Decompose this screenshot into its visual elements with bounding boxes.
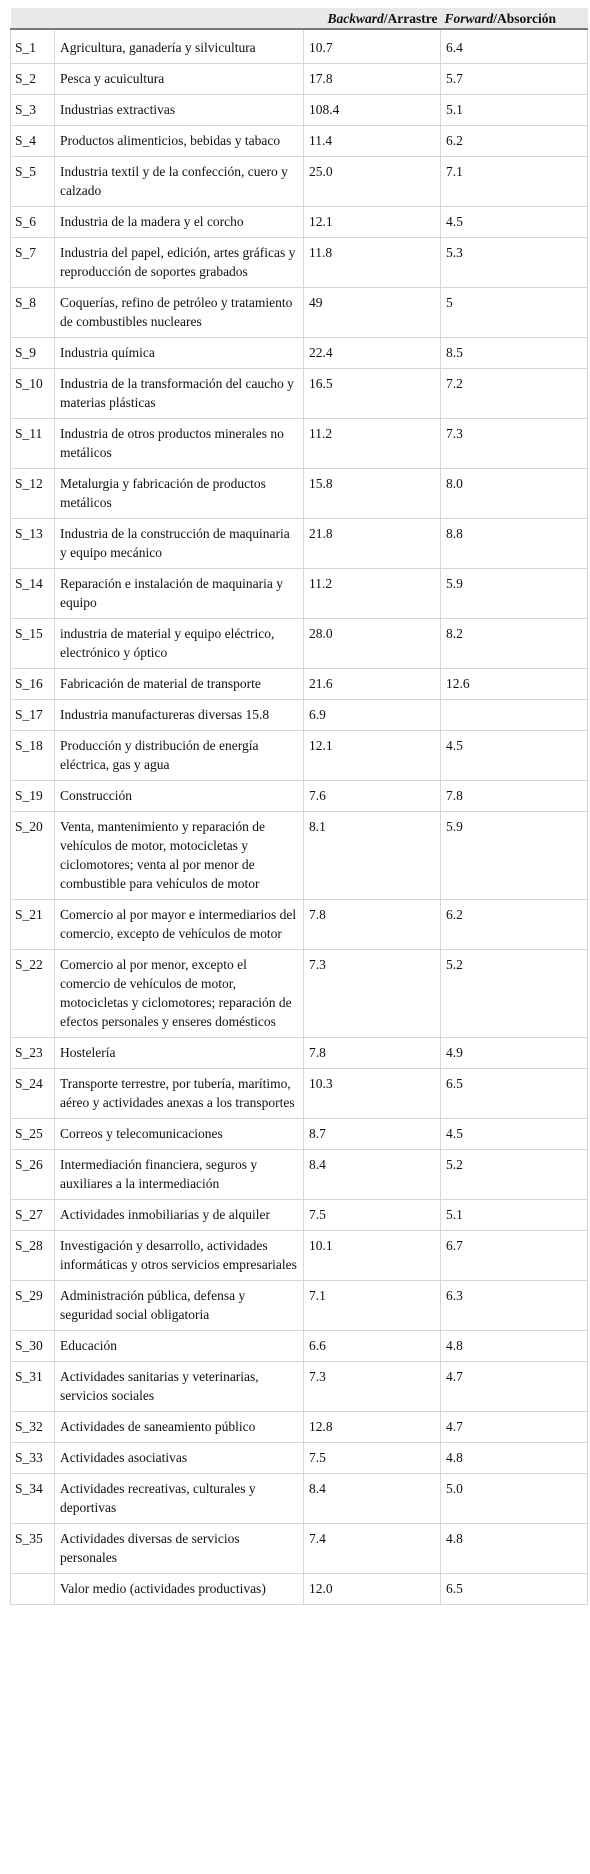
sector-name-cell: Industria textil y de la confección, cuero y calzado: [55, 157, 304, 207]
table-header: [11, 8, 588, 29]
backward-value-cell: 7.1: [304, 1281, 441, 1331]
header-backward-cell: [304, 8, 441, 29]
table-row: [11, 569, 588, 619]
backward-value-cell: 10.3: [304, 1069, 441, 1119]
table-row: [11, 1200, 588, 1231]
sector-code-cell: S_12: [11, 469, 55, 519]
sector-name-cell: Valor medio (actividades productivas): [55, 1574, 304, 1605]
header-sector-cell: [55, 8, 304, 29]
table-row: [11, 619, 588, 669]
table-row: [11, 1231, 588, 1281]
table-row: [11, 64, 588, 95]
sector-code-cell: S_1: [11, 29, 55, 64]
table-row: [11, 1331, 588, 1362]
header-backward-em: Backward: [327, 10, 384, 26]
sector-name-cell: Industria de la transformación del caucho y materias plásticas: [55, 369, 304, 419]
sector-code-cell: S_4: [11, 126, 55, 157]
table-row: [11, 1281, 588, 1331]
forward-value-cell: 6.4: [441, 29, 588, 64]
forward-value-cell: 4.7: [441, 1362, 588, 1412]
backward-value-cell: 6.9: [304, 700, 441, 731]
sector-name-cell: Industria manufactureras diversas 15.8: [55, 700, 304, 731]
forward-value-cell: 5.0: [441, 1474, 588, 1524]
sector-code-cell: S_18: [11, 731, 55, 781]
backward-value-cell: 11.2: [304, 419, 441, 469]
backward-value-cell: 7.5: [304, 1443, 441, 1474]
forward-value-cell: 6.5: [441, 1069, 588, 1119]
sector-code-cell: S_9: [11, 338, 55, 369]
backward-value-cell: 22.4: [304, 338, 441, 369]
backward-value-cell: 7.3: [304, 1362, 441, 1412]
sector-name-cell: Industria de otros productos minerales no metálicos: [55, 419, 304, 469]
backward-value-cell: 12.8: [304, 1412, 441, 1443]
header-backward-rest: /Arrastre: [383, 10, 438, 26]
header-forward-rest: /Absorción: [493, 10, 557, 26]
forward-value-cell: 4.5: [441, 1119, 588, 1150]
table-row: [11, 1038, 588, 1069]
backward-value-cell: 28.0: [304, 619, 441, 669]
forward-value-cell: 7.2: [441, 369, 588, 419]
table-row: [11, 157, 588, 207]
table-row: [11, 338, 588, 369]
forward-value-cell: 5.9: [441, 569, 588, 619]
table-row: [11, 238, 588, 288]
table-row: [11, 207, 588, 238]
forward-value-cell: 8.8: [441, 519, 588, 569]
sector-code-cell: S_3: [11, 95, 55, 126]
sector-code-cell: S_32: [11, 1412, 55, 1443]
sector-name-cell: Actividades asociativas: [55, 1443, 304, 1474]
backward-value-cell: 16.5: [304, 369, 441, 419]
table-row: [11, 1412, 588, 1443]
sector-code-cell: S_24: [11, 1069, 55, 1119]
table-row: [11, 900, 588, 950]
forward-value-cell: 5.9: [441, 812, 588, 900]
sector-name-cell: Transporte terrestre, por tubería, marítimo, aéreo y actividades anexas a los transportes: [55, 1069, 304, 1119]
backward-value-cell: 11.4: [304, 126, 441, 157]
sector-code-cell: S_35: [11, 1524, 55, 1574]
forward-value-cell: 4.9: [441, 1038, 588, 1069]
sector-name-cell: Intermediación financiera, seguros y auxiliares a la intermediación: [55, 1150, 304, 1200]
sector-code-cell: S_17: [11, 700, 55, 731]
table-row: [11, 419, 588, 469]
sector-code-cell: S_29: [11, 1281, 55, 1331]
sector-name-cell: industria de material y equipo eléctrico, electrónico y óptico: [55, 619, 304, 669]
backward-value-cell: 7.4: [304, 1524, 441, 1574]
forward-value-cell: 5.7: [441, 64, 588, 95]
sector-name-cell: Actividades sanitarias y veterinarias, servicios sociales: [55, 1362, 304, 1412]
sector-name-cell: Venta, mantenimiento y reparación de vehículos de motor, motocicletas y ciclomotores; venta al por menor de combustible para vehículos de motor: [55, 812, 304, 900]
forward-value-cell: 8.0: [441, 469, 588, 519]
forward-value-cell: 4.7: [441, 1412, 588, 1443]
sector-name-cell: Industrias extractivas: [55, 95, 304, 126]
sector-code-cell: S_10: [11, 369, 55, 419]
backward-value-cell: 12.1: [304, 731, 441, 781]
sector-name-cell: Educación: [55, 1331, 304, 1362]
header-code-cell: [11, 8, 55, 29]
forward-value-cell: [441, 700, 588, 731]
sector-name-cell: Metalurgia y fabricación de productos metálicos: [55, 469, 304, 519]
sector-name-cell: Hostelería: [55, 1038, 304, 1069]
sector-name-cell: Agricultura, ganadería y silvicultura: [55, 29, 304, 64]
backward-value-cell: 7.8: [304, 900, 441, 950]
backward-value-cell: 10.1: [304, 1231, 441, 1281]
backward-value-cell: 15.8: [304, 469, 441, 519]
forward-value-cell: 6.7: [441, 1231, 588, 1281]
table-row: [11, 469, 588, 519]
forward-value-cell: 6.3: [441, 1281, 588, 1331]
table-row: [11, 950, 588, 1038]
sector-code-cell: S_25: [11, 1119, 55, 1150]
backward-value-cell: 6.6: [304, 1331, 441, 1362]
sector-code-cell: [11, 1574, 55, 1605]
forward-value-cell: 6.5: [441, 1574, 588, 1605]
sector-code-cell: S_26: [11, 1150, 55, 1200]
sector-name-cell: Industria química: [55, 338, 304, 369]
sector-code-cell: S_14: [11, 569, 55, 619]
sector-code-cell: S_21: [11, 900, 55, 950]
forward-value-cell: 8.5: [441, 338, 588, 369]
table-row: [11, 1574, 588, 1605]
table-row: [11, 1362, 588, 1412]
sector-code-cell: S_13: [11, 519, 55, 569]
sector-code-cell: S_8: [11, 288, 55, 338]
backward-value-cell: 108.4: [304, 95, 441, 126]
table-row: [11, 29, 588, 64]
sector-name-cell: Producción y distribución de energía eléctrica, gas y agua: [55, 731, 304, 781]
sector-name-cell: Actividades diversas de servicios personales: [55, 1524, 304, 1574]
table-row: [11, 731, 588, 781]
sector-name-cell: Correos y telecomunicaciones: [55, 1119, 304, 1150]
forward-value-cell: 6.2: [441, 900, 588, 950]
table-row: [11, 1524, 588, 1574]
table-body: [11, 29, 588, 1605]
backward-value-cell: 8.4: [304, 1150, 441, 1200]
sector-code-cell: S_30: [11, 1331, 55, 1362]
sector-name-cell: Administración pública, defensa y seguridad social obligatoria: [55, 1281, 304, 1331]
sector-code-cell: S_19: [11, 781, 55, 812]
backward-value-cell: 25.0: [304, 157, 441, 207]
sector-code-cell: S_20: [11, 812, 55, 900]
backward-value-cell: 8.1: [304, 812, 441, 900]
backward-value-cell: 11.8: [304, 238, 441, 288]
forward-value-cell: 8.2: [441, 619, 588, 669]
backward-value-cell: 21.6: [304, 669, 441, 700]
sector-code-cell: S_22: [11, 950, 55, 1038]
sector-code-cell: S_34: [11, 1474, 55, 1524]
forward-value-cell: 5.2: [441, 1150, 588, 1200]
sector-code-cell: S_23: [11, 1038, 55, 1069]
table-row: [11, 1474, 588, 1524]
backward-value-cell: 11.2: [304, 569, 441, 619]
forward-value-cell: 4.5: [441, 207, 588, 238]
table-row: [11, 95, 588, 126]
sector-name-cell: Productos alimenticios, bebidas y tabaco: [55, 126, 304, 157]
sector-name-cell: Actividades de saneamiento público: [55, 1412, 304, 1443]
forward-value-cell: 4.8: [441, 1331, 588, 1362]
table-row: [11, 669, 588, 700]
header-row: [11, 8, 588, 29]
forward-value-cell: 7.3: [441, 419, 588, 469]
sector-name-cell: Comercio al por mayor e intermediarios del comercio, excepto de vehículos de motor: [55, 900, 304, 950]
sector-name-cell: Investigación y desarrollo, actividades informáticas y otros servicios empresariales: [55, 1231, 304, 1281]
table-row: [11, 781, 588, 812]
table-row: [11, 369, 588, 419]
forward-value-cell: 12.6: [441, 669, 588, 700]
sector-code-cell: S_5: [11, 157, 55, 207]
sector-linkage-table: [10, 8, 588, 1605]
backward-value-cell: 7.8: [304, 1038, 441, 1069]
sector-code-cell: S_2: [11, 64, 55, 95]
sector-code-cell: S_16: [11, 669, 55, 700]
sector-code-cell: S_33: [11, 1443, 55, 1474]
backward-value-cell: 7.3: [304, 950, 441, 1038]
backward-value-cell: 17.8: [304, 64, 441, 95]
sector-name-cell: Comercio al por menor, excepto el comercio de vehículos de motor, motocicletas y ciclomotores; reparación de efectos personales y enseres domésticos: [55, 950, 304, 1038]
sector-name-cell: Industria del papel, edición, artes gráficas y reproducción de soportes grabados: [55, 238, 304, 288]
sector-name-cell: Construcción: [55, 781, 304, 812]
forward-value-cell: 5.1: [441, 1200, 588, 1231]
sector-name-cell: Actividades recreativas, culturales y deportivas: [55, 1474, 304, 1524]
table-row: [11, 700, 588, 731]
sector-code-cell: S_31: [11, 1362, 55, 1412]
forward-value-cell: 4.8: [441, 1443, 588, 1474]
table-row: [11, 812, 588, 900]
backward-value-cell: 7.6: [304, 781, 441, 812]
forward-value-cell: 7.1: [441, 157, 588, 207]
backward-value-cell: 49: [304, 288, 441, 338]
sector-code-cell: S_7: [11, 238, 55, 288]
backward-value-cell: 21.8: [304, 519, 441, 569]
table-row: [11, 1443, 588, 1474]
sector-name-cell: Industria de la madera y el corcho: [55, 207, 304, 238]
sector-code-cell: S_28: [11, 1231, 55, 1281]
header-forward-cell: [441, 8, 588, 29]
sector-linkage-table-container: [10, 8, 587, 1605]
sector-name-cell: Coquerías, refino de petróleo y tratamiento de combustibles nucleares: [55, 288, 304, 338]
backward-value-cell: 12.1: [304, 207, 441, 238]
backward-value-cell: 8.4: [304, 1474, 441, 1524]
backward-value-cell: 12.0: [304, 1574, 441, 1605]
table-row: [11, 1119, 588, 1150]
table-row: [11, 126, 588, 157]
forward-value-cell: 5.2: [441, 950, 588, 1038]
sector-name-cell: Pesca y acuicultura: [55, 64, 304, 95]
sector-name-cell: Fabricación de material de transporte: [55, 669, 304, 700]
sector-name-cell: Actividades inmobiliarias y de alquiler: [55, 1200, 304, 1231]
forward-value-cell: 5.1: [441, 95, 588, 126]
backward-value-cell: 7.5: [304, 1200, 441, 1231]
table-row: [11, 1150, 588, 1200]
forward-value-cell: 5: [441, 288, 588, 338]
forward-value-cell: 4.5: [441, 731, 588, 781]
sector-name-cell: Industria de la construcción de maquinaria y equipo mecánico: [55, 519, 304, 569]
sector-code-cell: S_15: [11, 619, 55, 669]
forward-value-cell: 4.8: [441, 1524, 588, 1574]
sector-code-cell: S_11: [11, 419, 55, 469]
table-row: [11, 288, 588, 338]
sector-name-cell: Reparación e instalación de maquinaria y equipo: [55, 569, 304, 619]
forward-value-cell: 7.8: [441, 781, 588, 812]
forward-value-cell: 5.3: [441, 238, 588, 288]
backward-value-cell: 8.7: [304, 1119, 441, 1150]
forward-value-cell: 6.2: [441, 126, 588, 157]
backward-value-cell: 10.7: [304, 29, 441, 64]
table-row: [11, 519, 588, 569]
sector-code-cell: S_27: [11, 1200, 55, 1231]
header-forward-em: Forward: [444, 10, 494, 26]
sector-code-cell: S_6: [11, 207, 55, 238]
table-row: [11, 1069, 588, 1119]
